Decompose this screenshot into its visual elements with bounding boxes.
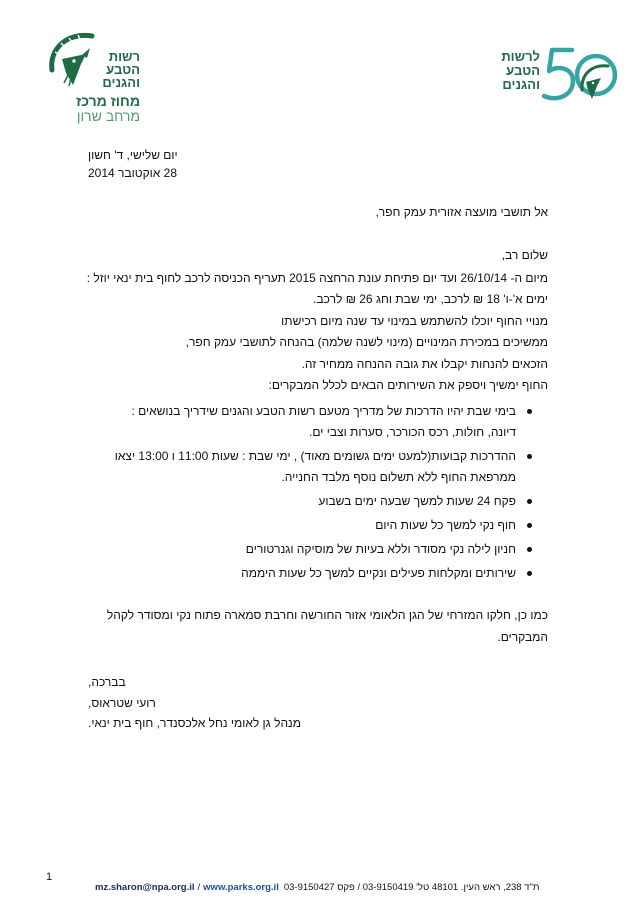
signature-block [88, 672, 301, 734]
list-item [115, 401, 540, 443]
body-line: ימים א'-ו' 18 ₪ לרכב, ימי שבת וחג 26 ₪ לרכב. [313, 292, 548, 307]
list-item-line: פקח 24 שעות למשך שבעה ימים בשבוע [318, 494, 516, 508]
org-name [102, 50, 140, 89]
bullet-icon [527, 499, 532, 504]
org-name-line: והגנים [502, 77, 540, 92]
gregorian-date: 28 אוקטובר 2014 [88, 166, 177, 180]
bullet-icon [527, 571, 532, 576]
footer-separator: / [197, 882, 201, 893]
anniversary-50-logo-icon [538, 44, 618, 106]
services-list [115, 401, 540, 587]
signer-title: מנהל גן לאומי נחל אלכסנדר, חוף בית ינאי. [88, 716, 301, 730]
body-line: החוף ימשיך ויספק את השירותים הבאים לכלל המבקרים: [268, 378, 548, 393]
list-item-line: חניון לילה נקי מסודר וללא בעיות של מוסיקה וגנרטורים [245, 542, 516, 556]
closing-line: המבקרים. [497, 630, 548, 644]
addressee: אל תושבי מועצה אזורית עמק חפר, [375, 205, 548, 219]
bullet-icon [527, 523, 532, 528]
ibex-icon [44, 28, 96, 88]
region-name: מרחב שרון [76, 108, 140, 124]
list-item [115, 515, 540, 536]
hebrew-date: יום שלישי, ד' חשון [88, 148, 178, 162]
greeting: שלום רב, [501, 248, 548, 262]
list-item-line: חוף נקי למשך כל שעות היום [375, 518, 516, 532]
footer-email: mz.sharon@npa.org.il [95, 882, 195, 893]
org-name-line: הטבע [106, 62, 140, 77]
bullet-icon [527, 547, 532, 552]
list-item-line: דיונה, חולות, רכס הכורכר, סערות וצבי ים. [309, 425, 516, 439]
list-item [115, 446, 540, 488]
list-item-line: ההדרכות קבועות(למעט ימים גשומים מאוד) , ימי שבת : שעות 11:00 ו 13:00 יצאו [114, 449, 516, 463]
signoff: בברכה, [88, 675, 126, 689]
list-item-line: ממרפאת החוף ללא תשלום נוסף מלבד החנייה. [281, 470, 516, 484]
letter-date [88, 146, 178, 182]
org-name-line: והגנים [102, 75, 140, 90]
body-line: ממשיכים במכירת המינויים (מינוי לשנה שלמה) בהנחה לתושבי עמק חפר, [185, 335, 548, 350]
closing-paragraph [107, 604, 548, 648]
list-item [115, 491, 540, 512]
body-line: הזכאים להנחות יקבלו את גובה ההנחה ממחיר זה. [301, 356, 548, 371]
body-line: מיום ה- 26/10/14 ועד יום פתיחת עונת הרחצה 2015 תעריף הכניסה לרכב לחוף בית ינאי יוזל : [86, 271, 548, 285]
letter-footer [95, 882, 539, 894]
page-number: 1 [46, 871, 53, 883]
bullet-icon [527, 409, 532, 414]
list-item [115, 539, 540, 560]
footer-website: www.parks.org.il [203, 882, 279, 893]
anniversary-org-name [501, 50, 540, 92]
org-name-line: רשות [108, 49, 140, 64]
org-name-line: לרשות [501, 49, 540, 64]
closing-line: כמו כן, חלקו המזרחי של הגן הלאומי אזור החורשה וחרבת סמארה פתוח נקי ומסודר לקהל [106, 608, 548, 622]
org-name-line: הטבע [506, 63, 540, 78]
signer-name: רועי שטראוס, [88, 695, 156, 710]
bullet-icon [527, 454, 532, 459]
list-item-line: בימי שבת יהיו הדרכות של מדריך מטעם רשות הטבע והגנים שידריך בנושאים : [131, 404, 516, 418]
footer-address: ת"ד 238, ראש העין. 48101 טל' 03-9150419 / פקס 03-9150427 [283, 882, 540, 893]
list-item-line: שירותים ומקלחות פעילים ונקיים למשך כל שעות היממה [241, 566, 516, 580]
letter-body [87, 268, 548, 396]
list-item [115, 563, 540, 584]
body-line: מנויי החוף יוכלו להשתמש במינוי עד שנה מיום רכישתו [281, 313, 548, 328]
district-name: מחוז מרכז [76, 93, 140, 109]
